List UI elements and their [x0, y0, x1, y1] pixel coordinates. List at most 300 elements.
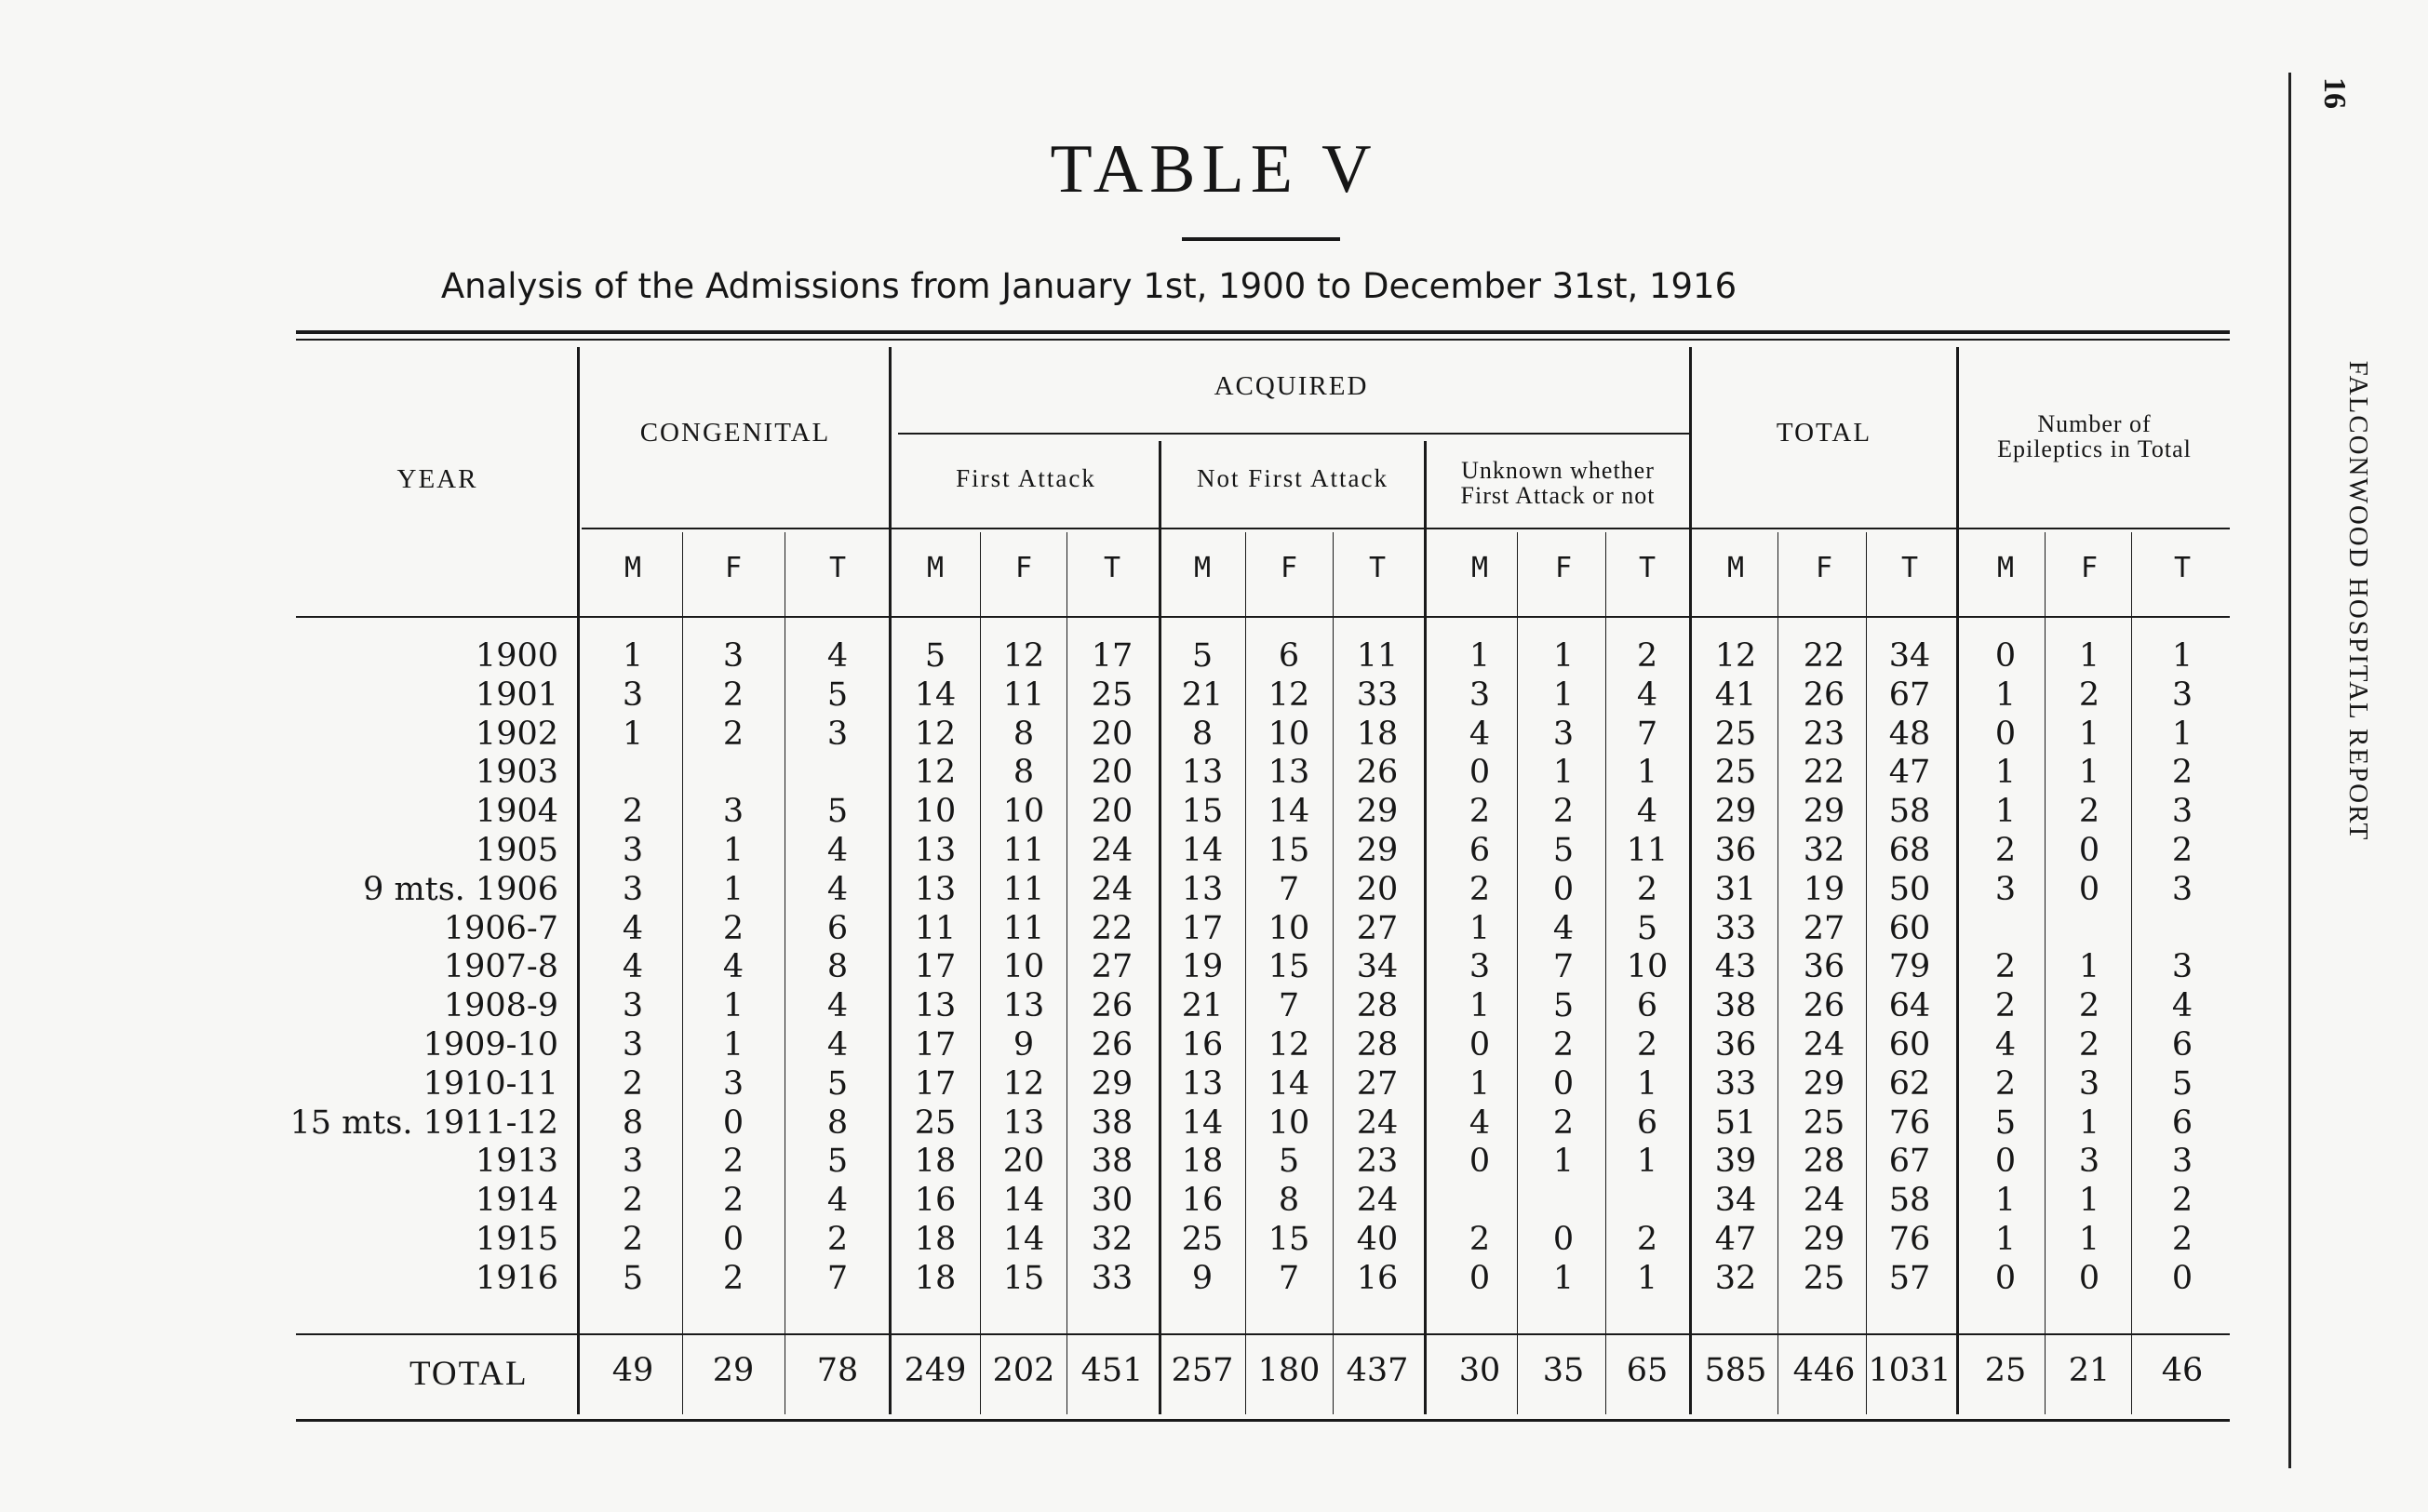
table-cell: 18	[1181, 1143, 1224, 1181]
table-cell: 1	[2078, 754, 2100, 792]
table-cell: 2	[722, 1259, 744, 1297]
table-cell: 4	[826, 1182, 849, 1220]
table-cell: 0	[1552, 1064, 1575, 1103]
table-cell: 0	[1994, 1143, 2017, 1181]
table-cell: 1	[1552, 1259, 1575, 1297]
table-cell: 24	[1356, 1104, 1399, 1142]
table-cell: 29	[1356, 793, 1399, 831]
year-cell: 1909-10	[423, 1026, 558, 1064]
total-row-label: TOTAL	[409, 1355, 529, 1393]
table-cell: 1	[1552, 676, 1575, 714]
table-cell: 1	[2078, 948, 2100, 986]
table-cell: 79	[1888, 948, 1931, 986]
table-cell: 1	[1469, 637, 1491, 675]
table-cell: 11	[1002, 909, 1045, 947]
table-cell: 0	[1469, 754, 1491, 792]
running-head: FALCONWOOD HOSPITAL REPORT	[2343, 360, 2373, 842]
table-cell: 2	[1552, 1104, 1575, 1142]
table-cell: 14	[1268, 1064, 1310, 1103]
total-cell: 249	[904, 1352, 967, 1389]
table-cell: 12	[1002, 1064, 1045, 1103]
table-cell: 38	[1091, 1104, 1134, 1142]
table-cell: 3	[722, 637, 744, 675]
table-cell: 29	[1091, 1064, 1134, 1103]
total-cell: 180	[1257, 1352, 1321, 1389]
table-cell: 8	[622, 1104, 644, 1142]
table-cell: 2	[1994, 832, 2017, 869]
table-cell: 7	[1278, 987, 1300, 1025]
minor-divider	[1866, 532, 1867, 1414]
table-cell: 25	[1181, 1221, 1224, 1258]
table-cell: 2	[1469, 793, 1491, 831]
table-cell: 1	[622, 715, 644, 753]
table-cell: 76	[1888, 1104, 1931, 1142]
year-cell: 1907-8	[443, 948, 558, 986]
subheader-m: M	[1996, 552, 2015, 584]
table-cell: 4	[826, 832, 849, 869]
table-cell: 8	[826, 948, 849, 986]
table-cell: 2	[1552, 1026, 1575, 1064]
table-cell: 3	[2171, 676, 2193, 714]
table-cell: 2	[1994, 1064, 2017, 1103]
table-cell: 32	[1091, 1221, 1134, 1258]
table-cell: 1	[1636, 1259, 1658, 1297]
table-cell: 7	[1278, 1259, 1300, 1297]
table-cell: 16	[1181, 1026, 1224, 1064]
table-cell: 36	[1803, 948, 1845, 986]
table-cell: 4	[826, 987, 849, 1025]
table-cell: 20	[1091, 754, 1134, 792]
table-cell: 3	[622, 832, 644, 869]
table-cell: 64	[1888, 987, 1931, 1025]
table-cell: 2	[722, 715, 744, 753]
table-cell: 20	[1091, 793, 1134, 831]
subheader-m: M	[1193, 552, 1212, 584]
table-cell: 1	[1994, 676, 2017, 714]
subheader-rule	[582, 528, 2230, 529]
table-cell: 8	[1191, 715, 1214, 753]
table-cell: 10	[1626, 948, 1669, 986]
table-cell: 5	[1278, 1143, 1300, 1181]
bottom-rule	[296, 1419, 2230, 1422]
subheader-f: F	[1014, 552, 1033, 584]
table-cell: 28	[1356, 1026, 1399, 1064]
table-cell: 2	[1636, 1026, 1658, 1064]
table-cell: 15	[1268, 832, 1310, 869]
table-cell: 11	[1626, 832, 1669, 869]
table-cell: 3	[1469, 948, 1491, 986]
table-cell: 2	[622, 1064, 644, 1103]
table-cell: 20	[1091, 715, 1134, 753]
table-cell: 4	[1469, 1104, 1491, 1142]
table-cell: 38	[1714, 987, 1757, 1025]
table-cell: 14	[1181, 1104, 1224, 1142]
table-cell: 4	[1636, 676, 1658, 714]
table-cell: 0	[1552, 870, 1575, 908]
total-cell: 257	[1171, 1352, 1234, 1389]
table-cell: 34	[1888, 637, 1931, 675]
table-cell: 15	[1181, 793, 1224, 831]
year-cell: 1903	[475, 754, 558, 792]
table-cell: 14	[1002, 1221, 1045, 1258]
table-cell: 4	[722, 948, 744, 986]
subheader-t: T	[828, 552, 847, 584]
table-cell: 24	[1356, 1182, 1399, 1220]
subheader-m: M	[926, 552, 945, 584]
table-cell: 25	[1803, 1104, 1845, 1142]
divider-total	[1956, 347, 1959, 1414]
table-cell: 1	[1636, 1143, 1658, 1181]
table-cell: 11	[1002, 832, 1045, 869]
minor-divider	[1066, 532, 1067, 1414]
table-cell: 12	[1002, 637, 1045, 675]
table-cell: 27	[1091, 948, 1134, 986]
table-cell: 25	[914, 1104, 957, 1142]
table-cell: 0	[2078, 1259, 2100, 1297]
table-cell: 1	[1552, 754, 1575, 792]
table-cell: 18	[914, 1221, 957, 1258]
table-cell: 1	[722, 1026, 744, 1064]
table-cell: 2	[1469, 1221, 1491, 1258]
table-cell: 2	[826, 1221, 849, 1258]
table-cell: 27	[1356, 909, 1399, 947]
table-cell: 34	[1714, 1182, 1757, 1220]
table-cell: 5	[924, 637, 946, 675]
table-cell: 31	[1714, 870, 1757, 908]
table-cell: 26	[1356, 754, 1399, 792]
table-cell: 1	[1994, 754, 2017, 792]
table-cell: 24	[1091, 870, 1134, 908]
total-cell: 46	[2161, 1352, 2204, 1389]
acquired-rule	[898, 433, 1689, 435]
table-cell: 18	[914, 1143, 957, 1181]
table-cell: 0	[2171, 1259, 2193, 1297]
table-cell: 5	[1636, 909, 1658, 947]
subheader-t: T	[1638, 552, 1657, 584]
table-cell: 48	[1888, 715, 1931, 753]
top-rule-thick	[296, 330, 2230, 334]
table-cell: 2	[2078, 1026, 2100, 1064]
table-cell: 0	[1994, 1259, 2017, 1297]
table-cell: 11	[1002, 676, 1045, 714]
table-cell: 1	[1636, 754, 1658, 792]
table-cell: 5	[826, 1143, 849, 1181]
table-cell: 18	[1356, 715, 1399, 753]
table-cell: 13	[914, 832, 957, 869]
table-cell: 8	[1278, 1182, 1300, 1220]
table-cell: 13	[1181, 870, 1224, 908]
table-cell: 13	[914, 870, 957, 908]
subheader-t: T	[1900, 552, 1919, 584]
table-cell: 17	[1091, 637, 1134, 675]
table-cell: 17	[914, 948, 957, 986]
total-cell: 451	[1080, 1352, 1144, 1389]
subheader-t: T	[1103, 552, 1121, 584]
table-cell: 4	[826, 1026, 849, 1064]
year-cell: 1915	[475, 1221, 558, 1258]
table-cell: 43	[1714, 948, 1757, 986]
table-cell: 5	[1994, 1104, 2017, 1142]
table-cell: 14	[1002, 1182, 1045, 1220]
table-cell: 10	[1268, 909, 1310, 947]
table-cell: 2	[622, 1221, 644, 1258]
table-cell: 5	[2171, 1064, 2193, 1103]
table-cell: 2	[722, 909, 744, 947]
subheader-t: T	[2173, 552, 2192, 584]
table-cell: 12	[914, 754, 957, 792]
table-cell: 1	[1994, 1221, 2017, 1258]
table-cell: 1	[2078, 715, 2100, 753]
table-cell: 1	[1469, 987, 1491, 1025]
table-cell: 0	[1994, 637, 2017, 675]
table-cell: 2	[722, 1182, 744, 1220]
table-cell: 2	[1469, 870, 1491, 908]
table-cell: 36	[1714, 832, 1757, 869]
subheader-f: F	[1554, 552, 1573, 584]
table-cell: 4	[1469, 715, 1491, 753]
table-cell: 10	[1002, 793, 1045, 831]
table-cell: 10	[1268, 715, 1310, 753]
table-cell: 1	[1636, 1064, 1658, 1103]
year-cell: 1914	[475, 1182, 558, 1220]
total-cell: 21	[2068, 1352, 2111, 1389]
table-cell: 2	[2078, 987, 2100, 1025]
table-cell: 2	[2171, 754, 2193, 792]
table-cell: 2	[1994, 987, 2017, 1025]
total-cell: 446	[1792, 1352, 1856, 1389]
year-cell: 1910-11	[423, 1064, 558, 1103]
year-cell: 15 mts. 1911-12	[289, 1104, 558, 1142]
table-cell: 17	[914, 1026, 957, 1064]
table-cell: 4	[826, 637, 849, 675]
table-cell: 26	[1091, 987, 1134, 1025]
table-cell: 24	[1091, 832, 1134, 869]
subheader-f: F	[2080, 552, 2099, 584]
subheader-t: T	[1368, 552, 1387, 584]
table-cell: 32	[1714, 1259, 1757, 1297]
table-cell: 9	[1013, 1026, 1035, 1064]
year-cell: 9 mts. 1906	[363, 870, 558, 908]
table-cell: 6	[826, 909, 849, 947]
table-cell: 1	[2171, 637, 2193, 675]
table-cell: 2	[1636, 870, 1658, 908]
table-cell: 68	[1888, 832, 1931, 869]
table-cell: 0	[2078, 832, 2100, 869]
table-cell: 25	[1803, 1259, 1845, 1297]
table-cell: 29	[1714, 793, 1757, 831]
table-cell: 22	[1803, 637, 1845, 675]
year-cell: 1905	[475, 832, 558, 869]
table-cell: 0	[1469, 1026, 1491, 1064]
table-cell: 2	[2171, 1221, 2193, 1258]
minor-divider	[1333, 532, 1334, 1414]
divider-unknown	[1689, 347, 1692, 1414]
table-cell: 0	[1469, 1143, 1491, 1181]
table-cell: 29	[1803, 1064, 1845, 1103]
table-cell: 3	[722, 1064, 744, 1103]
table-cell: 22	[1091, 909, 1134, 947]
table-cell: 11	[1356, 637, 1399, 675]
table-cell: 0	[2078, 870, 2100, 908]
table-cell: 0	[1552, 1221, 1575, 1258]
table-cell: 3	[622, 1143, 644, 1181]
header-bottom-rule	[296, 616, 2230, 618]
table-cell: 1	[1552, 637, 1575, 675]
table-cell: 4	[826, 870, 849, 908]
table-cell: 12	[914, 715, 957, 753]
year-cell: 1902	[475, 715, 558, 753]
subheader-m: M	[1726, 552, 1745, 584]
header-total: TOTAL	[1776, 418, 1872, 448]
table-cell: 26	[1803, 676, 1845, 714]
table-cell: 13	[1268, 754, 1310, 792]
table-cell: 4	[1636, 793, 1658, 831]
year-cell: 1908-9	[443, 987, 558, 1025]
table-cell: 3	[622, 870, 644, 908]
table-cell: 22	[1803, 754, 1845, 792]
table-cell: 12	[1268, 1026, 1310, 1064]
table-cell: 5	[826, 1064, 849, 1103]
table-cell: 36	[1714, 1026, 1757, 1064]
top-rule-thin	[296, 339, 2230, 341]
divider-not-first	[1424, 441, 1427, 1414]
table-cell: 2	[1994, 948, 2017, 986]
table-cell: 9	[1191, 1259, 1214, 1297]
table-cell: 3	[622, 987, 644, 1025]
table-cell: 25	[1714, 715, 1757, 753]
table-cell: 34	[1356, 948, 1399, 986]
table-cell: 1	[1994, 1182, 2017, 1220]
table-cell: 15	[1002, 1259, 1045, 1297]
divider-congenital	[889, 347, 892, 1414]
header-unknown-line2: First Attack or not	[1460, 482, 1656, 509]
total-cell: 78	[816, 1352, 859, 1389]
table-cell: 14	[914, 676, 957, 714]
table-cell: 25	[1091, 676, 1134, 714]
table-cell: 51	[1714, 1104, 1757, 1142]
table-cell: 26	[1803, 987, 1845, 1025]
table-cell: 13	[1002, 1104, 1045, 1142]
table-cell: 28	[1356, 987, 1399, 1025]
table-cell: 6	[1469, 832, 1491, 869]
header-not-first-attack: Not First Attack	[1197, 464, 1388, 492]
table-cell: 3	[2171, 870, 2193, 908]
minor-divider	[1245, 532, 1246, 1414]
table-cell: 38	[1091, 1143, 1134, 1181]
table-cell: 5	[826, 676, 849, 714]
table-cell: 40	[1356, 1221, 1399, 1258]
table-cell: 23	[1803, 715, 1845, 753]
year-cell: 1901	[475, 676, 558, 714]
table-cell: 1	[722, 987, 744, 1025]
table-cell: 2	[622, 793, 644, 831]
year-cell: 1906-7	[443, 909, 558, 947]
total-cell: 585	[1704, 1352, 1767, 1389]
table-cell: 19	[1803, 870, 1845, 908]
table-cell: 3	[2171, 793, 2193, 831]
total-cell: 1031	[1868, 1352, 1952, 1389]
table-cell: 47	[1714, 1221, 1757, 1258]
total-cell: 35	[1542, 1352, 1585, 1389]
table-cell: 15	[1268, 948, 1310, 986]
total-cell: 65	[1626, 1352, 1669, 1389]
table-cell: 2	[722, 1143, 744, 1181]
table-cell: 32	[1803, 832, 1845, 869]
table-cell: 8	[826, 1104, 849, 1142]
table-cell: 2	[722, 676, 744, 714]
page-number: 16	[2317, 77, 2352, 109]
table-cell: 16	[1356, 1259, 1399, 1297]
minor-divider	[980, 532, 981, 1414]
table-subtitle: Analysis of the Admissions from January 1st, 1900 to December 31st, 1916	[440, 266, 1737, 306]
table-cell: 7	[1552, 948, 1575, 986]
table-cell: 7	[826, 1259, 849, 1297]
table-cell: 1	[2078, 1182, 2100, 1220]
year-cell: 1900	[475, 637, 558, 675]
table-cell: 7	[1278, 870, 1300, 908]
table-cell: 24	[1803, 1026, 1845, 1064]
header-epileptics-line2: Epileptics in Total	[1997, 435, 2192, 462]
table-cell: 60	[1888, 1026, 1931, 1064]
table-cell: 21	[1181, 676, 1224, 714]
table-cell: 41	[1714, 676, 1757, 714]
table-cell: 4	[622, 948, 644, 986]
table-cell: 58	[1888, 793, 1931, 831]
table-cell: 5	[826, 793, 849, 831]
table-cell: 1	[1469, 909, 1491, 947]
table-cell: 16	[1181, 1182, 1224, 1220]
table-cell: 10	[914, 793, 957, 831]
table-cell: 47	[1888, 754, 1931, 792]
table-cell: 67	[1888, 1143, 1931, 1181]
divider-year	[577, 347, 580, 1414]
table-cell: 23	[1356, 1143, 1399, 1181]
table-cell: 8	[1013, 715, 1035, 753]
table-cell: 11	[1002, 870, 1045, 908]
subheader-m: M	[1470, 552, 1489, 584]
table-cell: 10	[1268, 1104, 1310, 1142]
subheader-m: M	[624, 552, 642, 584]
table-cell: 12	[1268, 676, 1310, 714]
table-cell: 13	[1181, 1064, 1224, 1103]
table-cell: 30	[1091, 1182, 1134, 1220]
table-cell: 5	[1552, 987, 1575, 1025]
total-cell: 49	[611, 1352, 654, 1389]
table-title: TABLE V	[1050, 131, 1378, 207]
table-cell: 3	[1994, 870, 2017, 908]
table-cell: 19	[1181, 948, 1224, 986]
table-cell: 1	[2078, 1104, 2100, 1142]
table-cell: 24	[1803, 1182, 1845, 1220]
table-cell: 1	[622, 637, 644, 675]
table-cell: 3	[722, 793, 744, 831]
header-year: YEAR	[396, 464, 478, 494]
total-cell: 29	[712, 1352, 755, 1389]
table-cell: 14	[1181, 832, 1224, 869]
table-cell: 1	[722, 870, 744, 908]
table-cell: 58	[1888, 1182, 1931, 1220]
minor-divider	[2131, 532, 2132, 1414]
table-cell: 2	[2078, 676, 2100, 714]
table-cell: 76	[1888, 1221, 1931, 1258]
table-cell: 50	[1888, 870, 1931, 908]
subheader-f: F	[1280, 552, 1298, 584]
table-cell: 3	[1552, 715, 1575, 753]
total-top-rule	[296, 1333, 2230, 1335]
table-cell: 2	[2078, 793, 2100, 831]
table-cell: 60	[1888, 909, 1931, 947]
table-cell: 29	[1356, 832, 1399, 869]
